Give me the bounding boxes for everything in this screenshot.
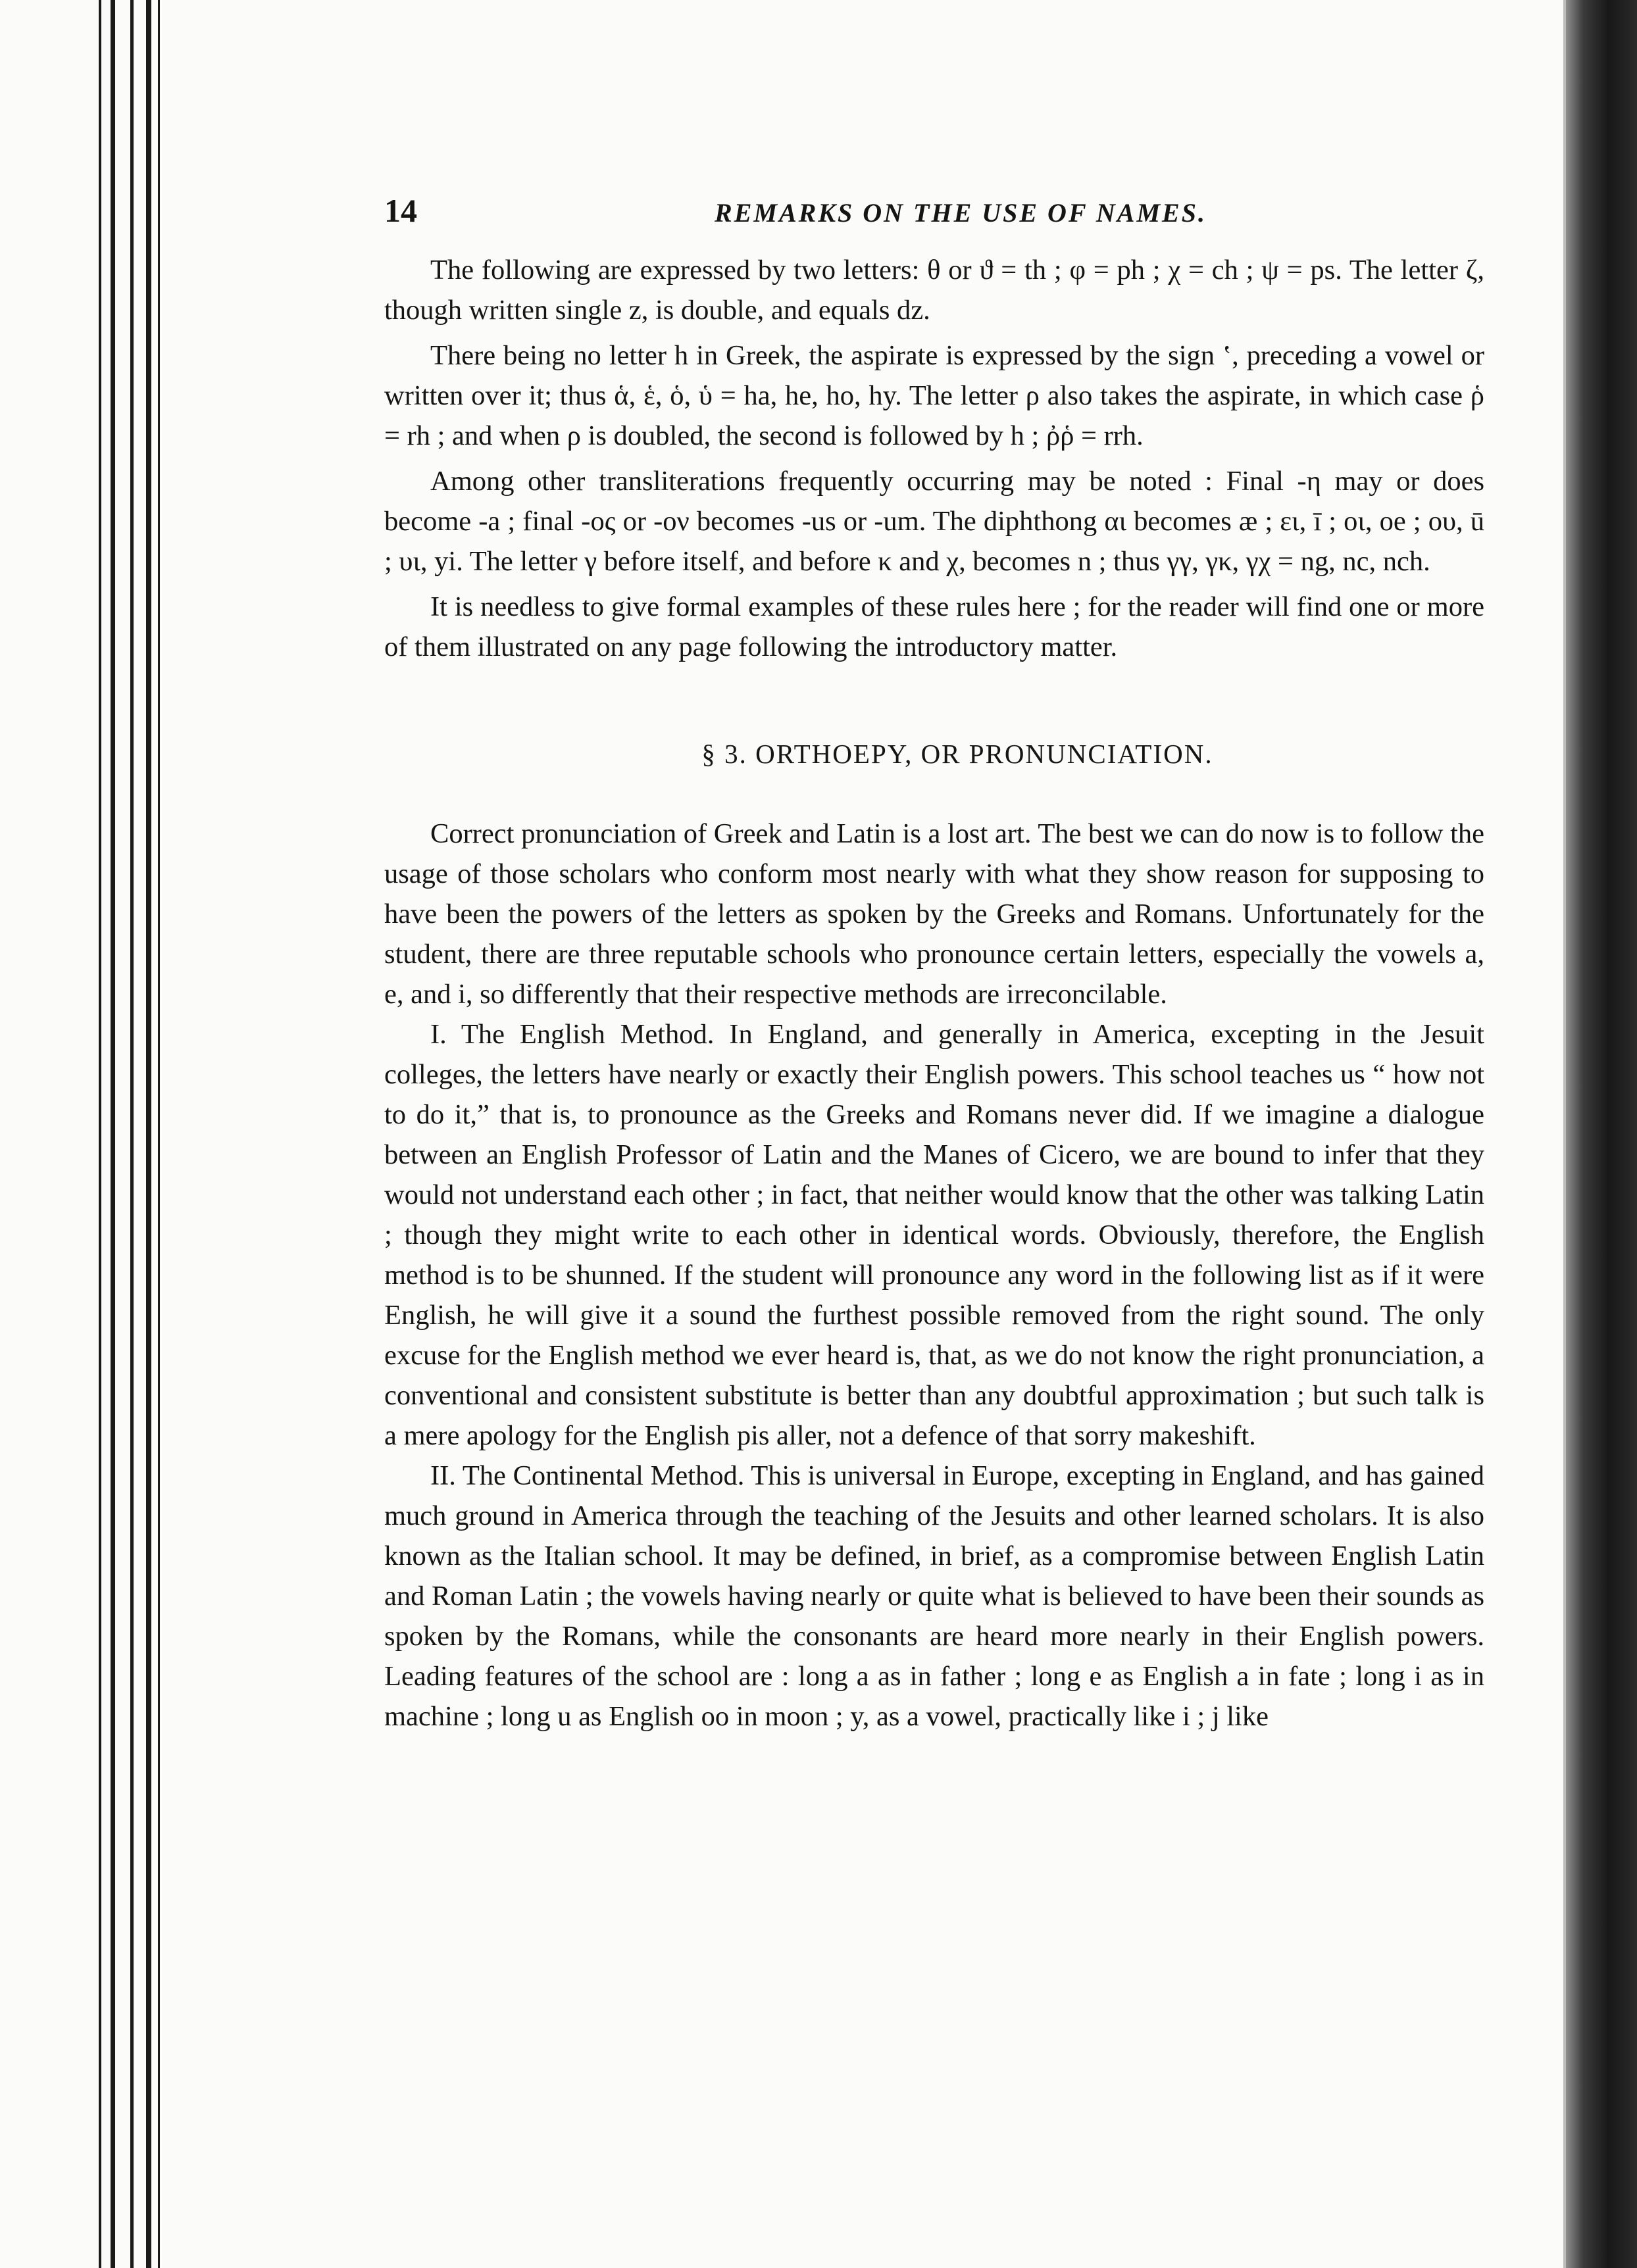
page-number: 14 (384, 192, 417, 229)
book-page (384, 191, 1484, 1737)
page-edge (158, 0, 160, 2268)
paragraph-english-method: I. The English Method. In England, and generally in America, excepting in the Jesuit colleges, the letters have nearly or exactly their English powers. This school teaches us “ how not to do it,” that is, to pronounce as the Greeks and Romans never did. If we imagine a dialogue between an English Professor of Latin and the Manes of Cicero, we are bound to infer that they would not understand each other ; in fact, that neither would know that the other was talking Latin ; though they might write to each other in identical words. Obviously, therefore, the English method is to be shunned. If the student will pronounce any word in the following list as if it were English, he will give it a sound the furthest possible removed from the right sound. The only excuse for the English method we ever heard is, that, as we do not know the right pronunciation, a conventional and consistent substitute is better than any doubtful approximation ; but such talk is a mere apology for the English pis aller, not a defence of that sorry makeshift. (384, 1019, 1484, 1451)
binding-shadow (1566, 0, 1637, 2268)
page-edge (146, 0, 151, 2268)
paragraph-examples: It is needless to give formal examples of these rules here ; for the reader will find one or more of them illustrated on any page following the introductory matter. (384, 591, 1484, 662)
running-title: REMARKS ON THE USE OF NAMES. (715, 198, 1207, 228)
page-edge (111, 0, 115, 2268)
paragraph-two-letters: The following are expressed by two letters: θ or ϑ = th ; φ = ph ; χ = ch ; ψ = ps. The letter ζ, though written single z, is double, and equals dz. (384, 255, 1484, 326)
paragraph-aspirate: There being no letter h in Greek, the aspirate is expressed by the sign ʽ, preceding a vowel or written over it; thus ἁ, ἑ, ὁ, ὑ = ha, he, ho, hy. The letter ρ also takes the aspirate, in which case ῥ = rh ; and when ρ is doubled, the second is followed by h ; ῤῥ = rrh. (384, 340, 1484, 451)
paragraph-lost-art: Correct pronunciation of Greek and Latin is a lost art. The best we can do now is to follow the usage of those scholars who conform most nearly with what they show reason for supposing to have been the powers of the letters as spoken by the Greeks and Romans. Unfortunately for the student, there are three reputable schools who pronounce certain letters, especially the vowels a, e, and i, so differently that their respective methods are irreconcilable. (384, 818, 1484, 1010)
paragraph-transliterations: Among other transliterations frequently occurring may be noted : Final -η may or does become -a ; final -ος or -ον becomes -us or -um. The diphthong αι becomes æ ; ει, ī ; οι, oe ; ου, ū ; υι, yi. The letter γ before itself, and before κ and χ, becomes n ; thus γγ, γκ, γχ = ng, nc, nch. (384, 466, 1484, 577)
page-edge (99, 0, 101, 2268)
section-heading: § 3. ORTHOEPY, OR PRONUNCIATION. (701, 739, 1213, 769)
paragraph-continental-method: II. The Continental Method. This is universal in Europe, excepting in England, and has gained much ground in America through the teaching of the Jesuits and other learned scholars. It is also known as the Italian school. It may be defined, in brief, as a compromise between English Latin and Roman Latin ; the vowels having nearly or quite what is believed to have been their sounds as spoken by the Romans, while the consonants are heard more nearly in their English powers. Leading features of the school are : long a as in father ; long e as English a in fate ; long i as in machine ; long u as English oo in moon ; y, as a vowel, practically like i ; j like (384, 1460, 1484, 1732)
running-head (384, 191, 1484, 250)
page-edge (130, 0, 134, 2268)
